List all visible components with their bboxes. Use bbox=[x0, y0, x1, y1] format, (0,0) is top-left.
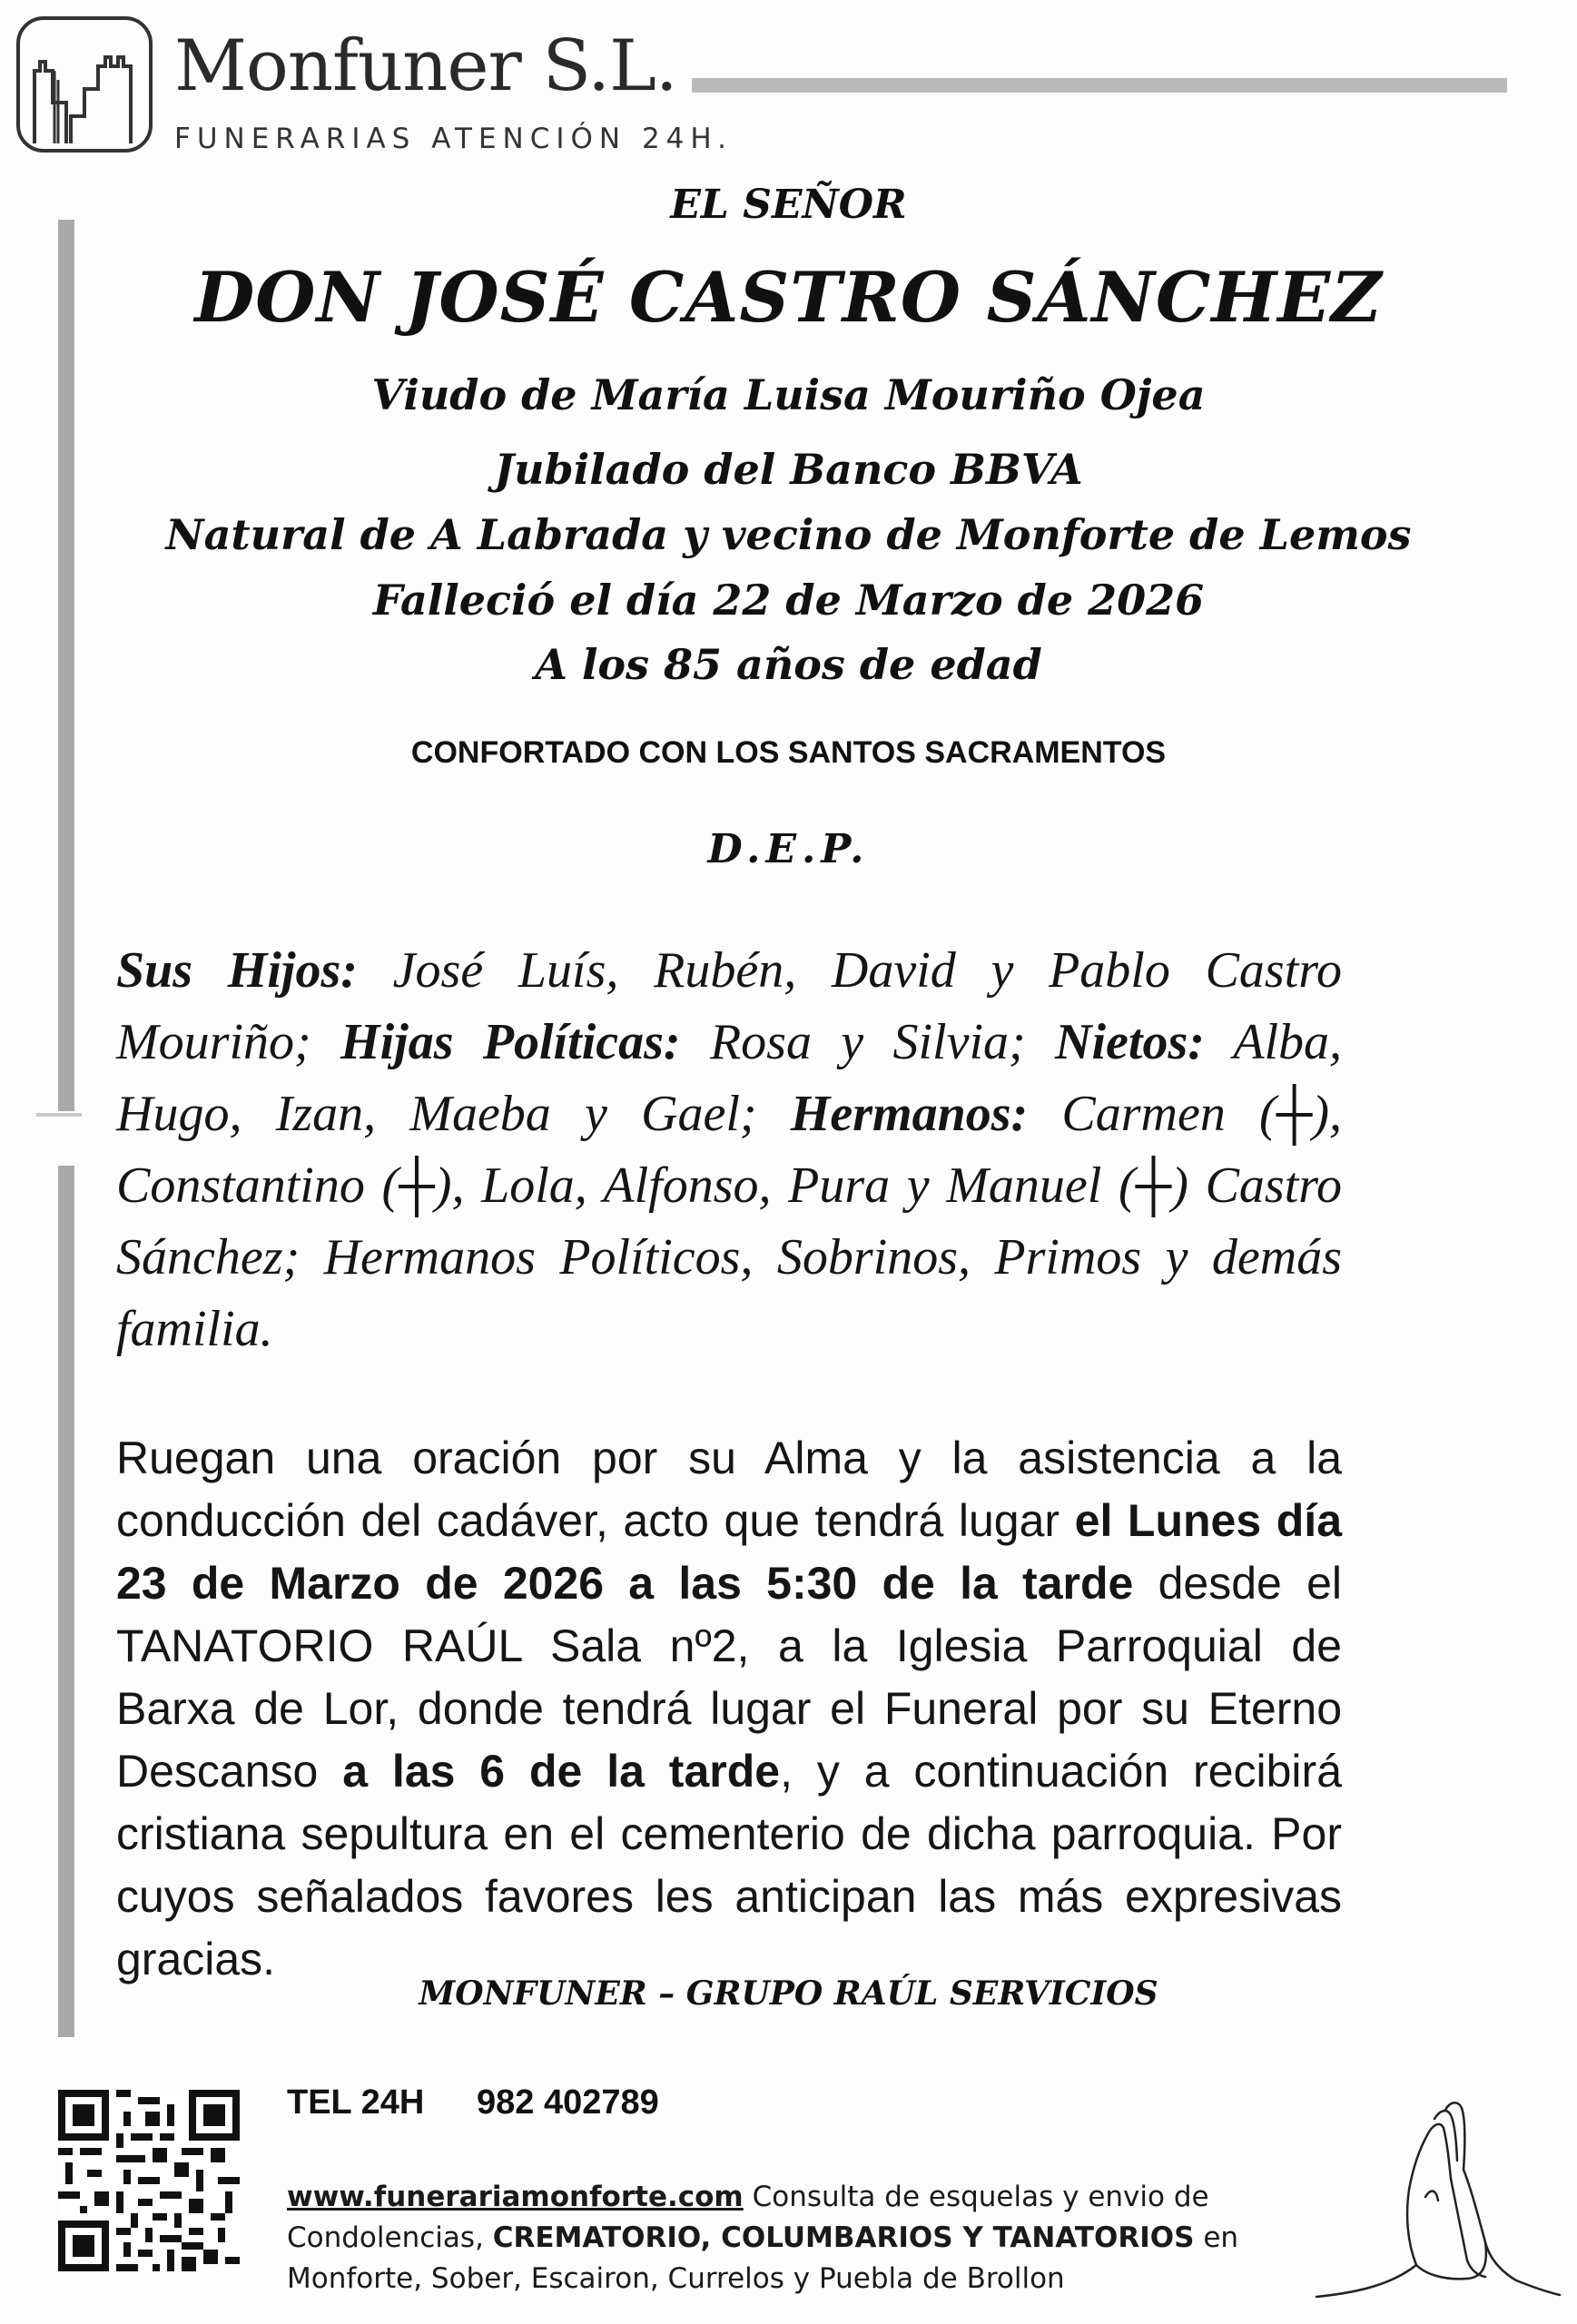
cross-icon: ┼ bbox=[399, 1157, 435, 1214]
dep-line: D.E.P. bbox=[707, 826, 870, 872]
sibling-1: Carmen ( bbox=[1061, 1086, 1276, 1142]
brand-name: Monfuner S.L. bbox=[174, 25, 677, 107]
cross-icon: ┼ bbox=[1276, 1086, 1313, 1142]
group-signature: MONFUNER – GRUPO RAÚL SERVICIOS bbox=[419, 1974, 1158, 2013]
qr-code-icon[interactable] bbox=[58, 2090, 240, 2271]
footer-info bbox=[287, 2177, 1331, 2299]
footer-text-1: Consulta de esquelas y envio de Condolencias, bbox=[287, 2181, 1209, 2254]
footer-text-2: en Monforte, Sober, Escairon, Currelos y Puebla de Brollon bbox=[287, 2221, 1239, 2295]
comforted-line: CONFORTADO CON LOS SANTOS SACRAMENTOS bbox=[410, 735, 1167, 770]
detail-widow: Viudo de María Luisa Mouriño Ojea bbox=[371, 370, 1206, 419]
castle-tower-logo-icon bbox=[16, 16, 153, 153]
service-date: el Lunes día 23 de Marzo de 2026 a las 5:30 de la tarde bbox=[116, 1495, 1342, 1609]
services-list: CREMATORIO, COLUMBARIOS Y TANATORIOS bbox=[492, 2221, 1195, 2254]
children-label: Sus Hijos: bbox=[116, 942, 358, 999]
grandchildren: Alba, Hugo, Izan, Maeba y Gael; bbox=[116, 1014, 1343, 1142]
phone-number[interactable]: 982 402789 bbox=[477, 2083, 659, 2122]
detail-death-date: Falleció el día 22 de Marzo de 2026 bbox=[372, 576, 1205, 625]
request-text-3: , y a continuación recibirá cristiana sepultura en el cementerio de dicha parroquia. Por cuyos señalados favores les anticipan las más expresivas gracias. bbox=[116, 1746, 1343, 1984]
sibling-3: ), Lola, Alfonso, Pura y Manuel ( bbox=[434, 1157, 1136, 1214]
siblings-label: Hermanos: bbox=[790, 1086, 1029, 1142]
children: José Luís, Rubén, David y Pablo Castro Mouriño; bbox=[116, 942, 1342, 1070]
detail-age: A los 85 años de edad bbox=[535, 640, 1042, 689]
grandchildren-label: Nietos: bbox=[1055, 1014, 1205, 1070]
request-text-2: desde el TANATORIO RAÚL Sala nº2, a la Iglesia Parroquial de Barxa de Lor, donde tendrá lugar el Funeral por su Eterno Descanso bbox=[116, 1558, 1342, 1797]
cross-icon: ┼ bbox=[1135, 1157, 1172, 1214]
header-rule bbox=[692, 78, 1507, 93]
family-paragraph bbox=[116, 935, 1342, 1365]
in-laws-label: Hijas Políticas: bbox=[340, 1014, 681, 1070]
side-rule bbox=[58, 1166, 74, 2037]
siblings-end: ) Castro Sánchez; Hermanos Políticos, Sobrinos, Primos y demás familia. bbox=[116, 1157, 1342, 1357]
request-text-1: Ruegan una oración por su Alma y la asistencia a la conducción del cadáver, acto que tendrá lugar bbox=[116, 1433, 1342, 1546]
praying-hands-icon bbox=[1307, 2088, 1562, 2315]
in-laws: Rosa y Silvia; bbox=[709, 1014, 1026, 1070]
website-link[interactable]: www.funerariamonforte.com bbox=[287, 2181, 744, 2213]
deceased-name: DON JOSÉ CASTRO SÁNCHEZ bbox=[194, 257, 1383, 338]
notice-title: EL SEÑOR bbox=[670, 182, 907, 228]
service-paragraph bbox=[116, 1427, 1342, 1991]
sibling-2: ), Constantino ( bbox=[116, 1086, 1343, 1214]
detail-origin: Natural de A Labrada y vecino de Monforte de Lemos bbox=[165, 510, 1412, 559]
brand-tagline: FUNERARIAS ATENCIÓN 24H. bbox=[174, 123, 734, 155]
funeral-time: a las 6 de la tarde bbox=[342, 1746, 781, 1797]
detail-retired: Jubilado del Banco BBVA bbox=[494, 445, 1083, 494]
side-rule-mark bbox=[36, 1113, 82, 1117]
phone-label: TEL 24H bbox=[287, 2083, 425, 2122]
